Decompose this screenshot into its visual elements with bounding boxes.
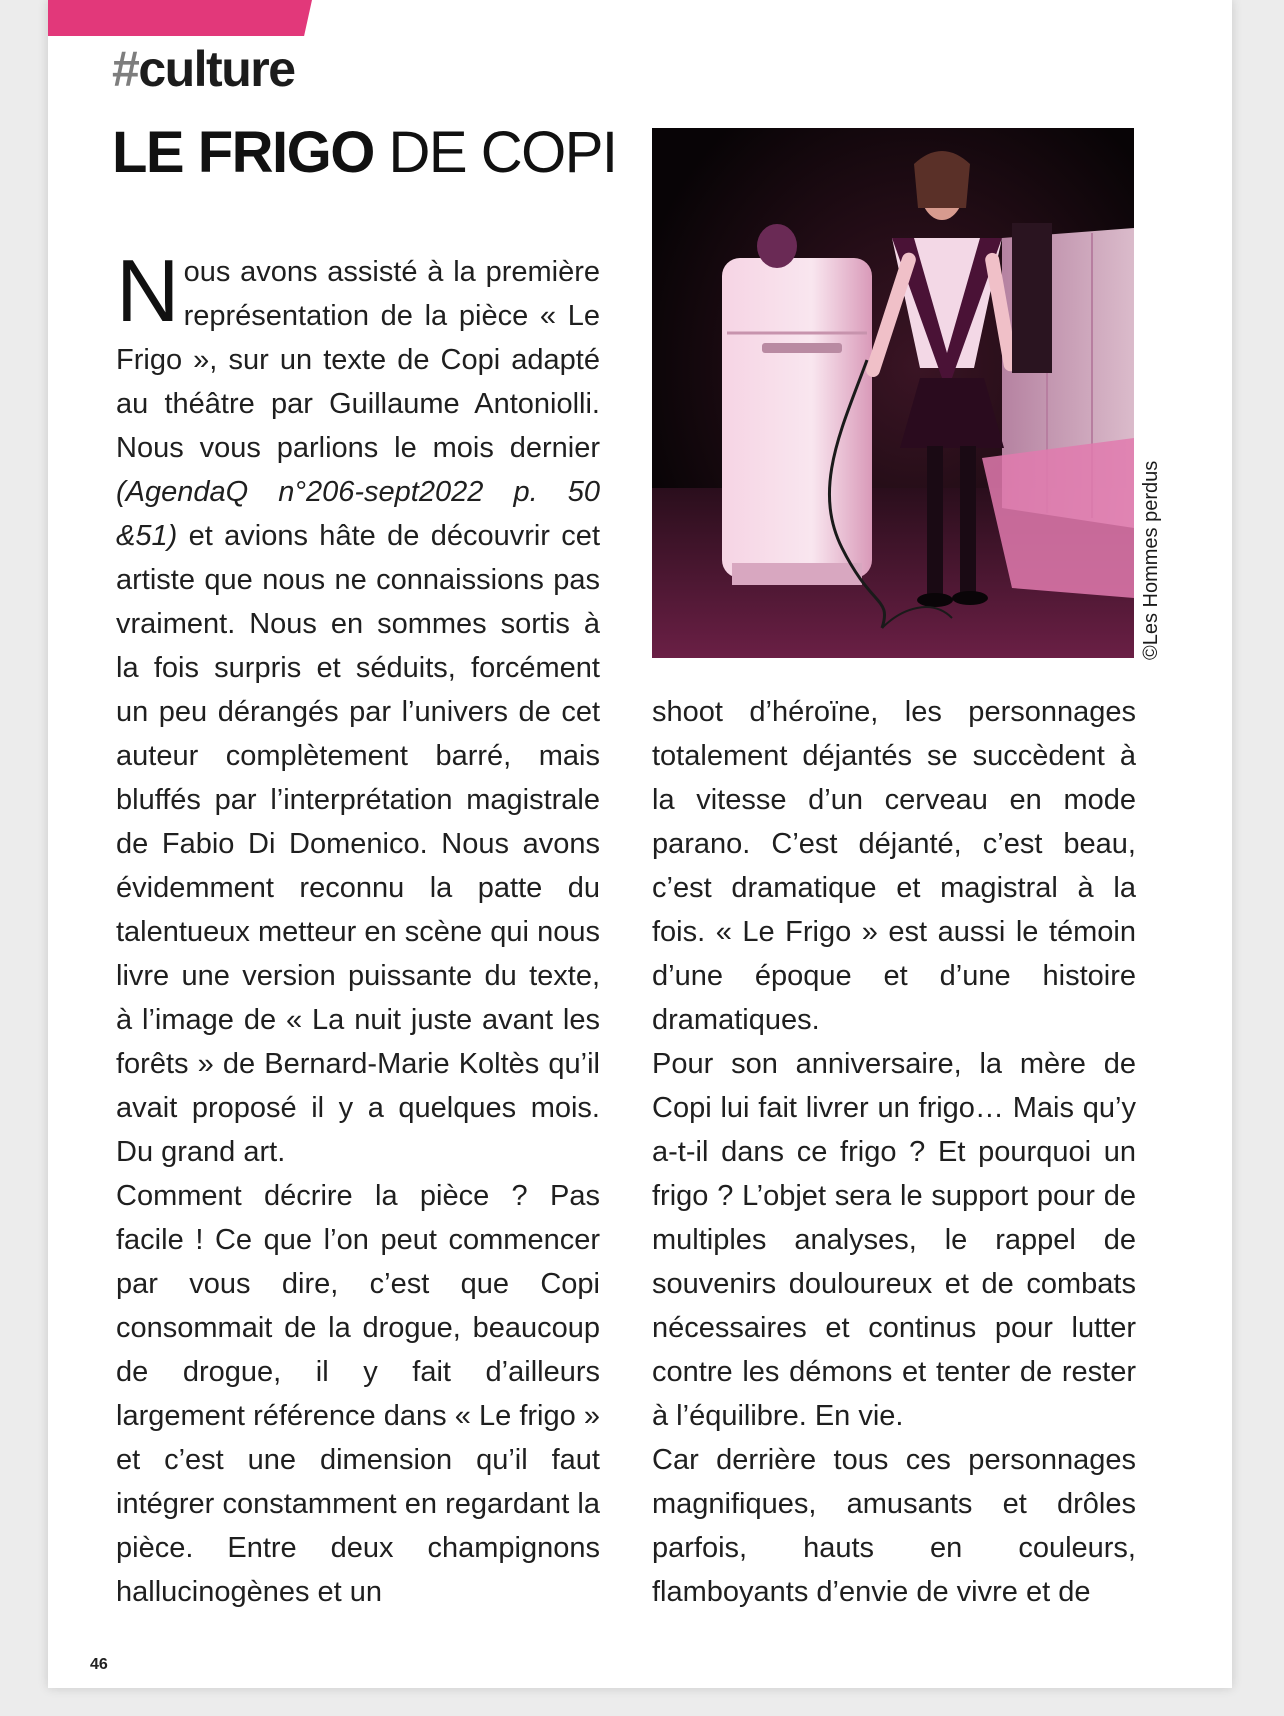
article-column-right	[652, 690, 1136, 1614]
paragraph-text: et avions hâte de découvrir cet artiste que nous ne connaissions pas vraiment. Nous en sommes sortis à la fois surpris et séduits, forcément un peu dérangés par l’univers de cet auteur complètement barré, mais bluffés par l’interprétation magistrale de Fabio Di Domenico. Nous avons évidemment reconnu la patte du talentueux metteur en scène qui nous livre une version puissante du texte, à l’image de « La nuit juste avant les forêts » de Bernard-Marie Koltès qu’il avait proposé il y a quelques mois. Du grand art.	[116, 520, 600, 1168]
article-paragraph: shoot d’héroïne, les personnages totalement déjantés se succèdent à la vitesse d’un cerveau en mode parano. C’est déjanté, c’est beau, c’est dramatique et magistral à la fois. « Le Frigo » est aussi le témoin d’une époque et d’une histoire dramatiques.	[652, 696, 1136, 1036]
stage-photo	[652, 128, 1134, 658]
article-paragraph: Car derrière tous ces personnages magnifiques, amusants et drôles parfois, hauts en couleurs, flamboyants d’envie de vivre et de	[652, 1444, 1136, 1608]
paragraph-text: ous avons assisté à la première représentation de la pièce « Le Frigo », sur un texte de Copi adapté au théâtre par Guillaume Antoniolli. Nous vous parlions le mois dernier	[116, 256, 600, 464]
page-number: 46	[90, 1656, 108, 1673]
article-paragraph: Pour son anniversaire, la mère de Copi lui fait livrer un frigo… Mais qu’y a-t-il dans ce frigo ? Et pourquoi un frigo ? L’objet sera le support pour de multiples analyses, le rappel de souvenirs douloureux et de combats nécessaires et continus pour lutter contre les démons et tenter de rester à l’équilibre. En vie.	[652, 1048, 1136, 1432]
section-color-tab	[48, 0, 312, 36]
photo-credit: ©Les Hommes perdus	[1140, 460, 1162, 660]
article-title-light: DE COPI	[373, 120, 617, 185]
stage-photo-illustration	[652, 128, 1134, 658]
magazine-page	[48, 0, 1232, 1688]
article-paragraph	[116, 241, 600, 1174]
drop-cap: N	[116, 241, 180, 340]
article-column-left	[116, 241, 600, 1614]
issue-reference: (AgendaQ n°206-sept2022 p. 50 &51)	[116, 476, 600, 552]
section-word: culture	[138, 41, 295, 97]
section-hash: #	[112, 41, 139, 97]
article-title	[112, 120, 617, 185]
article-title-bold: LE FRIGO	[112, 120, 374, 185]
section-tag	[112, 41, 295, 97]
article-paragraph: Comment décrire la pièce ? Pas facile ! Ce que l’on peut commencer par vous dire, c’est que Copi consommait de la drogue, beaucoup de drogue, il y fait d’ailleurs largement référence dans « Le frigo » et c’est une dimension qu’il faut intégrer constamment en regardant la pièce. Entre deux champignons hallucinogènes et un	[116, 1180, 600, 1608]
